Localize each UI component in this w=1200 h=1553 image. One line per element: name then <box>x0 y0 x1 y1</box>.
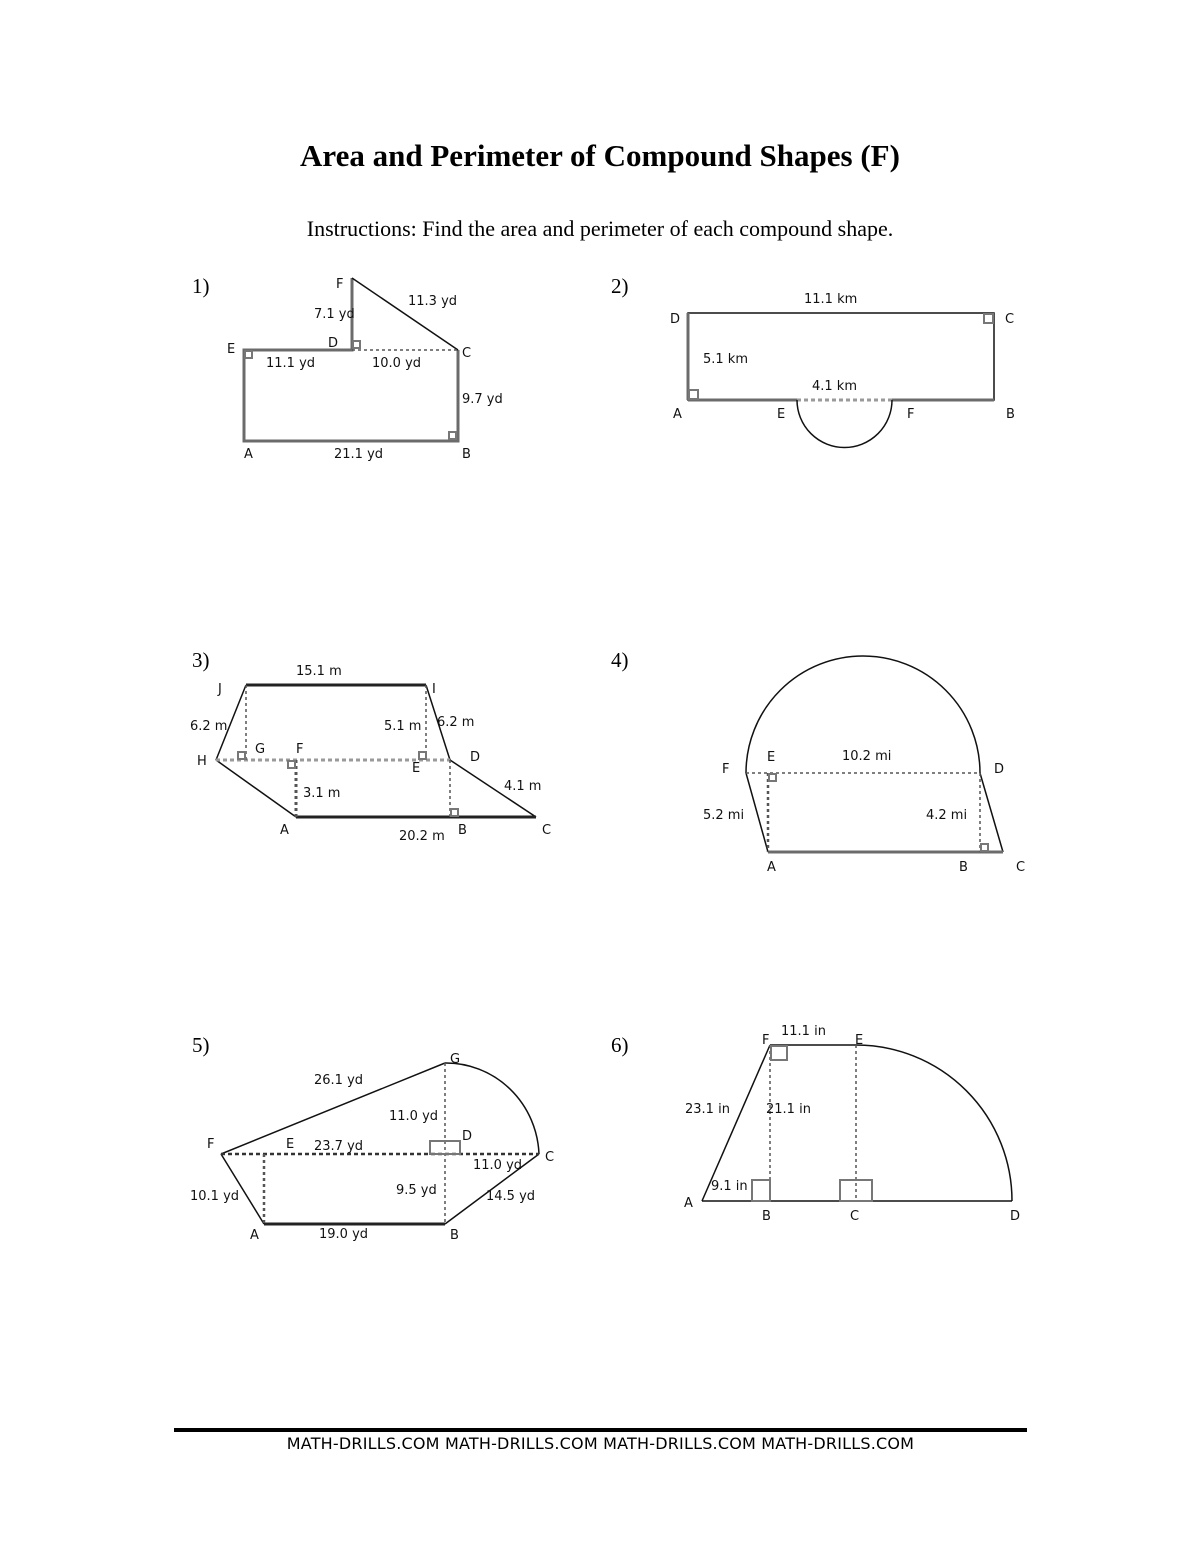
label-6-2-m-left: 6.2 m <box>190 719 228 734</box>
point-G: G <box>450 1052 461 1067</box>
label-20-2-m: 20.2 m <box>399 829 445 844</box>
label-19-0-yd: 19.0 yd <box>319 1227 369 1242</box>
point-C: C <box>1005 312 1015 327</box>
label-9-1-in: 9.1 in <box>711 1179 748 1194</box>
label-10-1-yd: 10.1 yd <box>190 1189 240 1204</box>
point-C: C <box>1016 860 1026 875</box>
footer-rule <box>174 1428 1027 1432</box>
label-6-2-m-right: 6.2 m <box>437 715 475 730</box>
point-C: C <box>462 346 472 361</box>
label-10-0-yd: 10.0 yd <box>372 356 422 371</box>
point-F: F <box>907 407 915 422</box>
point-D: D <box>462 1129 473 1144</box>
point-D: D <box>328 336 339 351</box>
problem-3-number: 3) <box>192 648 210 672</box>
label-5-2-mi: 5.2 mi <box>703 808 745 823</box>
point-J: J <box>218 682 222 697</box>
point-D: D <box>1010 1209 1021 1224</box>
point-D: D <box>670 312 681 327</box>
label-3-1-m: 3.1 m <box>303 786 341 801</box>
label-14-5-yd: 14.5 yd <box>486 1189 536 1204</box>
label-15-1-m: 15.1 m <box>296 664 342 679</box>
point-B: B <box>959 860 968 875</box>
point-A: A <box>250 1228 259 1243</box>
point-B: B <box>462 447 471 462</box>
point-B: B <box>1006 407 1015 422</box>
point-E: E <box>855 1033 864 1048</box>
label-10-2-mi: 10.2 mi <box>842 749 892 764</box>
label-23-7-yd: 23.7 yd <box>314 1139 364 1154</box>
point-A: A <box>244 447 253 462</box>
label-5-1-km: 5.1 km <box>703 352 748 367</box>
problem-4-number: 4) <box>611 648 629 672</box>
label-11-0-yd-horizontal: 11.0 yd <box>473 1158 523 1173</box>
point-F: F <box>296 742 304 757</box>
label-21-1-in: 21.1 in <box>766 1102 811 1117</box>
label-4-2-mi: 4.2 mi <box>926 808 968 823</box>
point-A: A <box>280 823 289 838</box>
label-11-1-yd: 11.1 yd <box>266 356 316 371</box>
problem-2-number: 2) <box>611 274 629 298</box>
label-11-3-yd: 11.3 yd <box>408 294 458 309</box>
point-H: H <box>197 754 207 769</box>
point-C: C <box>542 823 552 838</box>
point-C: C <box>545 1150 555 1165</box>
point-D: D <box>994 762 1005 777</box>
point-B: B <box>458 823 467 838</box>
point-A: A <box>767 860 776 875</box>
label-11-1-km: 11.1 km <box>804 292 858 307</box>
point-B: B <box>450 1228 459 1243</box>
label-4-1-km: 4.1 km <box>812 379 857 394</box>
point-I: I <box>432 682 436 697</box>
point-E: E <box>227 342 236 357</box>
label-5-1-m: 5.1 m <box>384 719 422 734</box>
problem-1-number: 1) <box>192 274 210 298</box>
label-11-0-yd-vertical: 11.0 yd <box>389 1109 439 1124</box>
instructions: Instructions: Find the area and perimeter of each compound shape. <box>306 216 894 241</box>
point-F: F <box>722 762 730 777</box>
label-26-1-yd: 26.1 yd <box>314 1073 364 1088</box>
label-9-7-yd: 9.7 yd <box>462 392 503 407</box>
point-C: C <box>850 1209 860 1224</box>
point-F: F <box>207 1137 215 1152</box>
point-E: E <box>412 761 421 776</box>
label-21-1-yd: 21.1 yd <box>334 447 384 462</box>
label-4-1-m: 4.1 m <box>504 779 542 794</box>
point-B: B <box>762 1209 771 1224</box>
footer-text: MATH-DRILLS.COM MATH-DRILLS.COM MATH-DRILLS.COM MATH-DRILLS.COM <box>286 1434 915 1453</box>
label-9-5-yd: 9.5 yd <box>396 1183 437 1198</box>
point-E: E <box>767 750 776 765</box>
point-G: G <box>255 742 266 757</box>
point-E: E <box>777 407 786 422</box>
page-title: Area and Perimeter of Compound Shapes (F) <box>300 138 900 173</box>
point-D: D <box>470 750 481 765</box>
point-E: E <box>286 1137 295 1152</box>
problem-6-number: 6) <box>611 1033 629 1057</box>
label-23-1-in: 23.1 in <box>685 1102 730 1117</box>
point-A: A <box>684 1196 693 1211</box>
label-11-1-in: 11.1 in <box>781 1024 826 1039</box>
problem-5-number: 5) <box>192 1033 210 1057</box>
label-7-1-yd: 7.1 yd <box>314 307 355 322</box>
point-F: F <box>336 277 344 292</box>
point-A: A <box>673 407 682 422</box>
point-F: F <box>762 1033 770 1048</box>
